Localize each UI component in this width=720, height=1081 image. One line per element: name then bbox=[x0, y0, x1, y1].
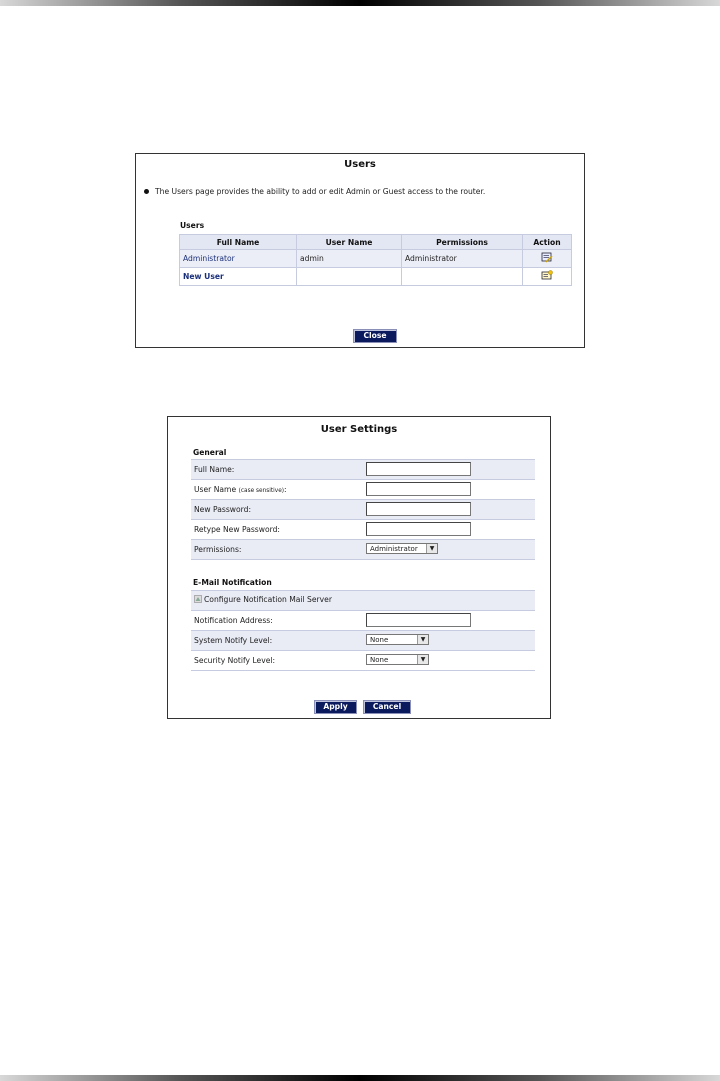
new-password-row bbox=[191, 500, 535, 520]
close-button[interactable]: Close bbox=[353, 329, 397, 343]
case-sensitive-hint: (case sensitive) bbox=[238, 488, 285, 494]
users-section-label: Users bbox=[180, 221, 205, 230]
new-password-input[interactable] bbox=[366, 502, 471, 516]
chevron-down-icon[interactable]: ▼ bbox=[417, 655, 428, 664]
system-notify-select[interactable] bbox=[366, 634, 429, 645]
general-section-label: General bbox=[193, 448, 227, 457]
user-name-cell bbox=[297, 268, 402, 286]
system-notify-selected-value: None bbox=[370, 636, 389, 644]
users-table bbox=[179, 234, 572, 286]
mail-server-icon bbox=[194, 595, 202, 603]
user-name-cell: admin bbox=[297, 250, 402, 268]
user-name-input[interactable] bbox=[366, 482, 471, 496]
bottom-rule bbox=[0, 1075, 720, 1081]
system-notify-row bbox=[191, 631, 535, 651]
users-panel-title: Users bbox=[344, 159, 376, 170]
configure-mail-server-link[interactable] bbox=[194, 595, 332, 604]
user-settings-title: User Settings bbox=[320, 424, 398, 435]
new-user-link[interactable]: New User bbox=[180, 268, 297, 286]
permissions-label: Permissions: bbox=[194, 545, 242, 554]
new-password-label: New Password: bbox=[194, 505, 252, 514]
full-name-input[interactable] bbox=[366, 462, 471, 476]
notification-address-label: Notification Address: bbox=[194, 616, 273, 625]
cancel-button[interactable]: Cancel bbox=[363, 700, 411, 714]
security-notify-row bbox=[191, 651, 535, 671]
user-name-label bbox=[194, 485, 287, 494]
user-settings-panel bbox=[167, 416, 551, 719]
retype-password-input[interactable] bbox=[366, 522, 471, 536]
apply-button[interactable]: Apply bbox=[314, 700, 357, 714]
table-row bbox=[180, 250, 572, 268]
configure-mail-server-text: Configure Notification Mail Server bbox=[204, 595, 332, 604]
bullet-icon bbox=[144, 189, 149, 194]
permissions-selected-value: Administrator bbox=[370, 545, 418, 553]
chevron-down-icon[interactable]: ▼ bbox=[426, 544, 437, 553]
chevron-down-icon[interactable]: ▼ bbox=[417, 635, 428, 644]
user-full-name-link[interactable]: Administrator bbox=[180, 250, 297, 268]
general-form bbox=[191, 459, 535, 560]
permissions-row bbox=[191, 540, 535, 560]
retype-password-label: Retype New Password: bbox=[194, 525, 280, 534]
notification-address-row bbox=[191, 611, 535, 631]
email-section-label: E-Mail Notification bbox=[193, 578, 272, 587]
full-name-label: Full Name: bbox=[194, 465, 235, 474]
user-name-colon: : bbox=[284, 485, 287, 494]
retype-password-row bbox=[191, 520, 535, 540]
action-cell bbox=[523, 250, 572, 268]
user-name-label-text: User Name bbox=[194, 485, 237, 494]
table-row bbox=[180, 268, 572, 286]
users-table-header bbox=[180, 235, 572, 250]
notification-address-input[interactable] bbox=[366, 613, 471, 627]
action-cell bbox=[523, 268, 572, 286]
users-description-text: The Users page provides the ability to add or edit Admin or Guest access to the router. bbox=[155, 187, 486, 196]
user-permissions-cell bbox=[402, 268, 523, 286]
security-notify-select[interactable] bbox=[366, 654, 429, 665]
users-panel bbox=[135, 153, 585, 348]
column-header-permissions: Permissions bbox=[402, 235, 523, 250]
full-name-row bbox=[191, 460, 535, 480]
permissions-select[interactable] bbox=[366, 543, 438, 554]
column-header-full-name: Full Name bbox=[180, 235, 297, 250]
system-notify-label: System Notify Level: bbox=[194, 636, 273, 645]
user-name-row bbox=[191, 480, 535, 500]
column-header-user-name: User Name bbox=[297, 235, 402, 250]
edit-user-icon[interactable] bbox=[541, 252, 553, 263]
users-description bbox=[144, 187, 485, 196]
add-user-icon[interactable] bbox=[541, 270, 553, 281]
top-rule bbox=[0, 0, 720, 6]
security-notify-selected-value: None bbox=[370, 656, 389, 664]
column-header-action: Action bbox=[523, 235, 572, 250]
configure-mail-row bbox=[191, 591, 535, 611]
user-permissions-cell: Administrator bbox=[402, 250, 523, 268]
email-form bbox=[191, 590, 535, 671]
security-notify-label: Security Notify Level: bbox=[194, 656, 276, 665]
